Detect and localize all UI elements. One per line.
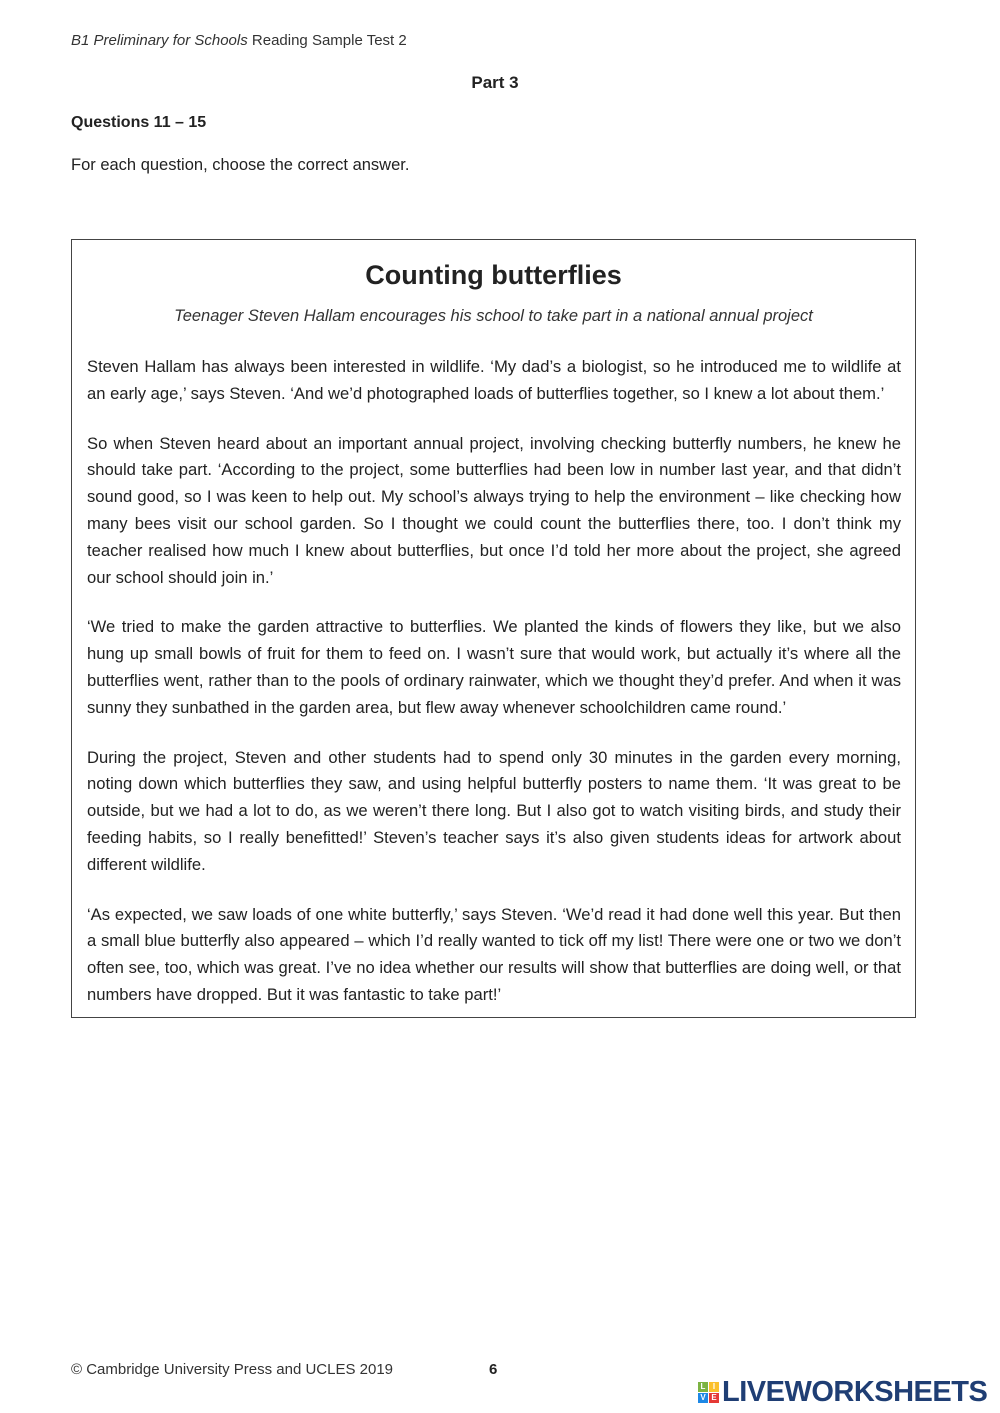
questions-heading: Questions 11 – 15: [71, 114, 207, 131]
logo-tile: V: [698, 1393, 708, 1403]
paragraph: Steven Hallam has always been interested in wildlife. ‘My dad’s a biologist, so he introduced me to wildlife at an early age,’ says Steven. ‘And we’d photographed loads of butterflies together, so I knew a lot about them.’: [87, 357, 901, 403]
part-heading: Part 3: [471, 73, 519, 92]
logo-tile: L: [698, 1382, 708, 1392]
paragraph: During the project, Steven and other students had to spend only 30 minutes in the garden every morning, noting down which butterflies they saw, and using helpful butterfly posters to name them. ‘It was great to be outside, but we had a lot to do, as we weren’t there long. But I also got to watch visiting birds, and study their feeding habits, so I really benefitted!’ Steven’s teacher says it’s also given students ideas for artwork about different wildlife.: [87, 747, 901, 874]
copyright: © Cambridge University Press and UCLES 2019: [71, 1361, 394, 1378]
liveworksheets-logo: [698, 1376, 987, 1409]
article-title: Counting butterflies: [365, 260, 622, 290]
paragraph: ‘As expected, we saw loads of one white butterfly,’ says Steven. ‘We’d read it had done well this year. But then a small blue butterfly also appeared – which I’d really wanted to tick off my list! There were one or two we don’t often see, too, which was great. I’ve no idea whether our results will show that butterflies are doing well, or that numbers have dropped. But it was fantastic to take part!’: [87, 904, 901, 1004]
logo-text: LIVEWORKSHEETS: [722, 1376, 988, 1408]
logo-tiles-icon: [698, 1382, 719, 1403]
paragraph: ‘We tried to make the garden attractive to butterflies. We planted the kinds of flowers they like, but we also hung up small bowls of fruit for them to feed on. I wasn’t sure that would work, but actually it’s where all the butterflies went, rather than to the pools of ordinary rainwater, which we thought they’d prefer. And when it was sunny they sunbathed in the garden area, but flew away whenever schoolchildren came round.’: [87, 617, 901, 717]
article-box: [71, 239, 916, 1018]
logo-tile: E: [709, 1393, 719, 1403]
logo-tile: I: [709, 1382, 719, 1392]
running-header: [71, 32, 407, 49]
article-body: [87, 354, 901, 1032]
series-title: B1 Preliminary for Schools: [71, 32, 248, 49]
page-number: 6: [489, 1361, 498, 1378]
paragraph: So when Steven heard about an important annual project, involving checking butterfly numbers, he knew he should take part. ‘According to the project, some butterflies had been low in number last year, and that didn’t sound good, so I was keen to help out. My school’s always trying to help the environment – like checking how many bees visit our school garden. So I thought we could count the butterflies there, too. I don’t think my teacher realised how much I knew about butterflies, but once I’d told her more about the project, she agreed our school should join in.’: [87, 433, 901, 587]
instruction: For each question, choose the correct answer.: [71, 156, 410, 174]
article-subtitle: Teenager Steven Hallam encourages his school to take part in a national annual project: [174, 307, 813, 325]
test-title: Reading Sample Test 2: [247, 32, 407, 49]
